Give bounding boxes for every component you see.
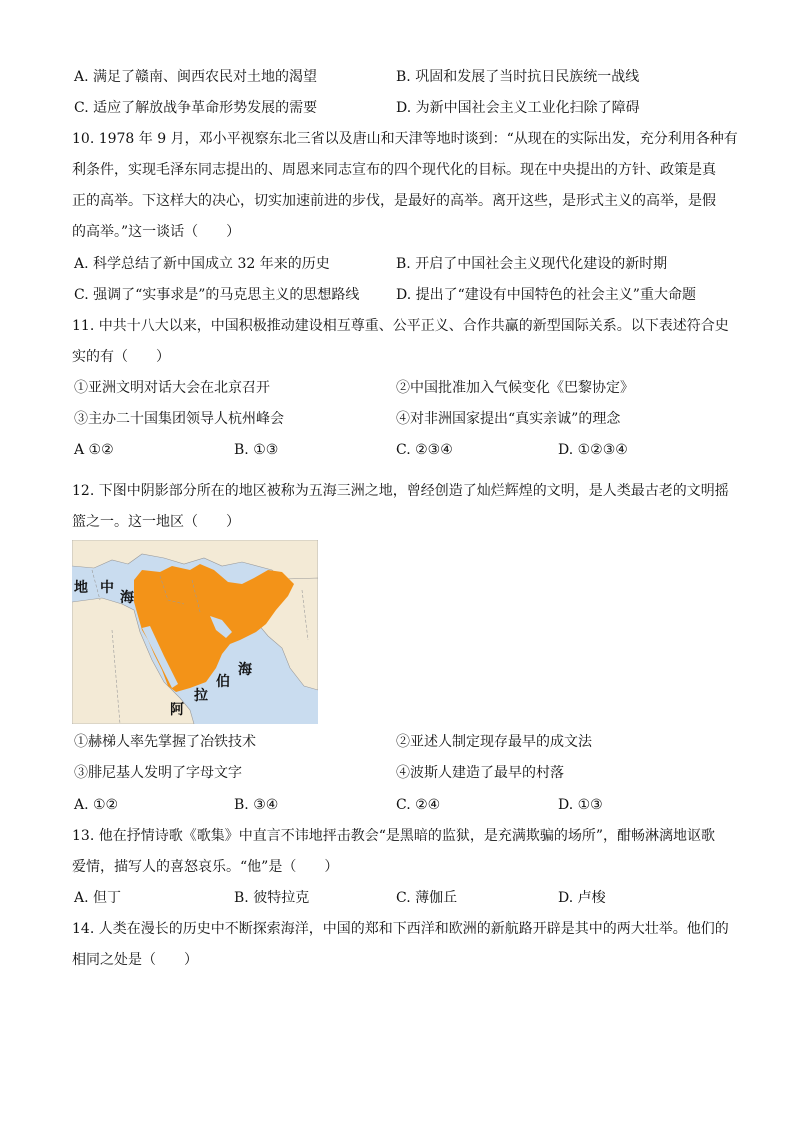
q11-item-4: ④对非洲国家提出“真实亲诚”的理念 xyxy=(396,411,621,427)
q13-stem-line1: 13. 他在抒情诗歌《歌集》中直言不讳地抨击教会“是黑暗的监狱，是充满欺骗的场所”，酣畅淋漓地讴歌 xyxy=(72,828,716,844)
q13-option-d: D. 卢梭 xyxy=(558,890,606,906)
q11-item-2: ②中国批准加入气候变化《巴黎协定》 xyxy=(396,380,634,396)
q10-option-c: C. 强调了“实事求是”的马克思主义的思想路线 xyxy=(74,287,360,303)
q10-stem-line4: 的高举。”这一谈话（ ） xyxy=(72,224,241,240)
q11-option-b: B. ①③ xyxy=(234,442,279,458)
q12-stem-line2: 篮之一。这一地区（ ） xyxy=(72,514,240,530)
q11-option-c: C. ②③④ xyxy=(396,442,453,458)
q11-stem-line1: 11. 中共十八大以来，中国积极推动建设相互尊重、公平正义、合作共赢的新型国际关系。以下表述符合史 xyxy=(72,318,729,334)
q13-option-b: B. 彼特拉克 xyxy=(234,890,310,906)
q12-item-4: ④波斯人建造了最早的村落 xyxy=(396,765,564,781)
q11-option-a: A ①② xyxy=(74,442,114,458)
q9-option-d: D. 为新中国社会主义工业化扫除了障碍 xyxy=(396,100,640,116)
q13-option-a: A. 但丁 xyxy=(74,890,122,906)
map-label-bo: 伯 xyxy=(216,674,230,690)
q12-option-b: B. ③④ xyxy=(234,797,279,813)
map-label-a: 阿 xyxy=(170,702,184,718)
map-label-zhong: 中 xyxy=(100,580,114,596)
q12-option-a: A. ①② xyxy=(74,797,119,813)
q12-option-c: C. ②④ xyxy=(396,797,441,813)
q11-option-d: D. ①②③④ xyxy=(558,442,628,458)
q13-option-c: C. 薄伽丘 xyxy=(396,890,458,906)
q14-stem-line1: 14. 人类在漫长的历史中不断探索海洋，中国的郑和下西洋和欧洲的新航路开辟是其中的两大壮举。他们的 xyxy=(72,921,729,937)
q10-stem-line3: 正的高举。下这样大的决心，切实加速前进的步伐，是最好的高举。离开这些，是形式主义的高举，是假 xyxy=(72,193,716,209)
q12-stem-line1: 12. 下图中阴影部分所在的地区被称为五海三洲之地，曾经创造了灿烂辉煌的文明，是人类最古老的文明摇 xyxy=(72,483,729,499)
map-label-di: 地 xyxy=(74,580,88,596)
q12-item-1: ①赫梯人率先掌握了冶铁技术 xyxy=(74,734,256,750)
q10-option-d: D. 提出了“建设有中国特色的社会主义”重大命题 xyxy=(396,287,696,303)
map-label-la: 拉 xyxy=(194,688,208,704)
q9-option-a: A. 满足了赣南、闽西农民对土地的渴望 xyxy=(74,69,318,85)
q11-item-1: ①亚洲文明对话大会在北京召开 xyxy=(74,380,270,396)
q12-option-d: D. ①③ xyxy=(558,797,603,813)
q12-item-2: ②亚述人制定现存最早的成文法 xyxy=(396,734,592,750)
q14-stem-line2: 相同之处是（ ） xyxy=(72,952,198,968)
q10-stem-line1: 10. 1978 年 9 月，邓小平视察东北三省以及唐山和天津等地时谈到：“从现在的实际出发，充分利用各种有 xyxy=(72,131,738,147)
q12-item-3: ③腓尼基人发明了字母文字 xyxy=(74,765,242,781)
map-label-hai-2: 海 xyxy=(238,662,252,678)
q13-stem-line2: 爱情，描写人的喜怒哀乐。“他”是（ ） xyxy=(72,859,339,875)
q11-stem-line2: 实的有（ ） xyxy=(72,349,170,365)
q10-option-b: B. 开启了中国社会主义现代化建设的新时期 xyxy=(396,256,668,272)
q9-option-c: C. 适应了解放战争革命形势发展的需要 xyxy=(74,100,318,116)
q9-option-b: B. 巩固和发展了当时抗日民族统一战线 xyxy=(396,69,640,85)
q11-item-3: ③主办二十国集团领导人杭州峰会 xyxy=(74,411,284,427)
middle-east-map xyxy=(72,540,318,724)
map-label-hai-1: 海 xyxy=(120,590,134,606)
q10-option-a: A. 科学总结了新中国成立 32 年来的历史 xyxy=(74,256,330,272)
q10-stem-line2: 利条件，实现毛泽东同志提出的、周恩来同志宣布的四个现代化的目标。现在中央提出的方针、政策是真 xyxy=(72,162,716,178)
